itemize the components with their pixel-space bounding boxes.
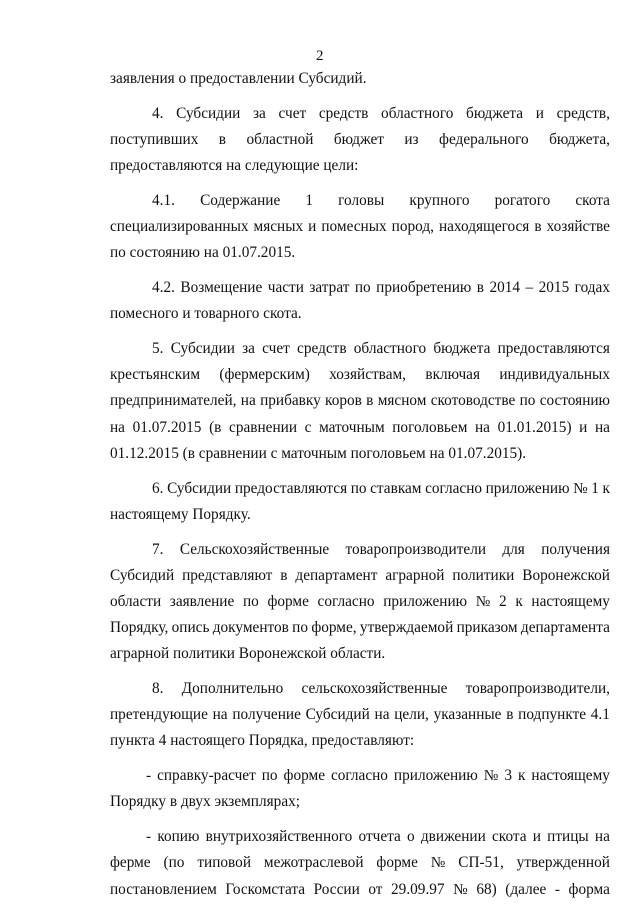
text-line [110, 188, 610, 214]
word: средств, [556, 104, 610, 122]
paragraph-gap [110, 327, 610, 336]
word: 29.09.97 [391, 880, 445, 898]
word: приложению [383, 592, 468, 610]
word: Воронежской [522, 566, 610, 584]
word: областного [353, 340, 427, 358]
word: счет [262, 340, 290, 358]
word: политики [452, 566, 515, 584]
word: отчета [358, 828, 401, 846]
word: к [517, 767, 526, 785]
text-line [110, 676, 610, 702]
word: форма [568, 880, 610, 898]
word: опись [171, 619, 210, 637]
word: областного [381, 104, 454, 122]
word: по [242, 592, 259, 610]
word: областной [246, 130, 314, 148]
paragraph-p4 [110, 101, 610, 180]
word: индивидуальных [499, 366, 610, 384]
text-line [110, 214, 610, 240]
word: области [110, 592, 162, 610]
word: о [407, 828, 415, 846]
word: 4.1 [590, 706, 610, 724]
paragraph-gap [110, 816, 610, 825]
word: форме [267, 592, 309, 610]
word: настоящему [531, 767, 610, 785]
word: департамента [520, 619, 610, 637]
document-body [110, 66, 610, 903]
word: аграрной политики Воронежской области. [110, 645, 386, 663]
text-line [110, 728, 610, 754]
word: средств [318, 104, 369, 122]
word: пункта 4 настоящего Порядка, предоставляют: [110, 732, 415, 750]
word: на [594, 828, 610, 846]
word: по [519, 392, 536, 410]
word: представляют [182, 566, 273, 584]
word: предоставляются [234, 479, 348, 497]
word: ферме [110, 854, 151, 872]
word: средств [297, 340, 347, 358]
word: скота [575, 191, 610, 209]
word: № [453, 880, 468, 898]
text-line [110, 336, 610, 362]
word: постановлением [110, 880, 217, 898]
word: мясных [253, 218, 304, 236]
word: бюджет [333, 130, 384, 148]
word: предоставляются на следующие цели: [110, 157, 359, 175]
word: приложению [393, 767, 478, 785]
word: Содержание [200, 191, 281, 209]
word: 01.01.2015) [497, 418, 572, 436]
text-line [110, 66, 610, 92]
word: № [483, 767, 499, 785]
text-line [110, 502, 610, 528]
text-line [110, 101, 610, 127]
word: на [374, 706, 390, 724]
text-line [110, 153, 610, 179]
word: настоящему [531, 592, 610, 610]
paragraph-gap [110, 467, 610, 476]
word: документов [212, 619, 289, 637]
word: № [573, 479, 588, 497]
word: 6. [152, 479, 164, 497]
text-line [110, 563, 610, 589]
word: 4.2. [152, 279, 175, 297]
word: хозяйствам, [329, 366, 406, 384]
word: № [475, 592, 491, 610]
word: состоянию [539, 392, 610, 410]
text-line [110, 476, 610, 502]
word: головы [338, 191, 385, 209]
word: (фермерским) [219, 366, 310, 384]
word: и [532, 828, 541, 846]
word: из [404, 130, 419, 148]
word: 3 [504, 767, 513, 785]
word: утвержденной [516, 854, 610, 872]
text-line [110, 641, 610, 667]
word: 01.07.2015 [132, 418, 202, 436]
word: затрат [309, 279, 350, 297]
word: бюджета, [549, 130, 610, 148]
page-number: 2 [316, 48, 324, 64]
word: на [110, 418, 125, 436]
paragraph-gap [110, 528, 610, 537]
word: справку-расчет [157, 767, 256, 785]
word: СП-51, [458, 854, 504, 872]
word: цели, [394, 706, 429, 724]
word: бюджета [433, 340, 491, 358]
word: форме [376, 854, 418, 872]
word: по [354, 279, 371, 297]
word: 4.1. [152, 191, 175, 209]
word: Субсидии [170, 340, 235, 358]
word: птицы [547, 828, 589, 846]
word: в [534, 218, 542, 236]
word: форме [283, 767, 325, 785]
word: маточным [319, 418, 385, 436]
text-line [110, 824, 610, 850]
word: аграрной [385, 566, 445, 584]
text-line [110, 589, 610, 615]
text-line [110, 763, 610, 789]
paragraph-p6 [110, 476, 610, 528]
word: и [579, 418, 588, 436]
word: поголовьем [392, 418, 468, 436]
word: крупного [409, 191, 470, 209]
word: - [146, 828, 152, 846]
word: части [267, 279, 304, 297]
word: мясном [377, 392, 427, 410]
word: в [366, 392, 374, 410]
word: коров [325, 392, 362, 410]
word: скотоводстве [430, 392, 516, 410]
word: по [261, 767, 278, 785]
word: товаропроизводители, [465, 680, 610, 698]
paragraph-p8 [110, 676, 610, 755]
word: настоящему Порядку. [110, 505, 251, 523]
word: согласно [317, 592, 375, 610]
text-line [110, 441, 610, 467]
word: Возмещение [180, 279, 263, 297]
word: внутрихозяйственного [205, 828, 353, 846]
word: скота [492, 828, 527, 846]
paragraph-gap [110, 755, 610, 764]
word: Субсидий [110, 566, 175, 584]
word: 8. [152, 680, 164, 698]
word: пород, [391, 218, 434, 236]
word: 7. [152, 540, 164, 558]
word: движении [420, 828, 486, 846]
paragraph-b2 [110, 824, 610, 903]
word: типовой [197, 854, 252, 872]
word: от [368, 880, 383, 898]
word: Субсидий [305, 706, 370, 724]
word: департамент [295, 566, 378, 584]
word: 4. [152, 104, 164, 122]
word: находящегося [438, 218, 530, 236]
word: копию [157, 828, 200, 846]
word: Сельскохозяйственные [179, 540, 330, 558]
word: межотраслевой [263, 854, 364, 872]
word: – [525, 279, 534, 297]
word: Порядку в двух экземплярах; [110, 793, 301, 811]
word: к [515, 592, 523, 610]
word: на [240, 392, 256, 410]
word: Субсидии [176, 104, 241, 122]
word: России [313, 880, 360, 898]
word: (по [163, 854, 185, 872]
word: предоставляются [497, 340, 610, 358]
word: помесных [321, 218, 387, 236]
paragraph-b1 [110, 763, 610, 815]
word: приказом [456, 619, 518, 637]
text-line [110, 415, 610, 441]
word: получения [541, 540, 610, 558]
text-line [110, 388, 610, 414]
word: поступивших [110, 130, 199, 148]
word: сравнении [229, 418, 298, 436]
word: форме, [311, 619, 357, 637]
word: (далее [505, 880, 547, 898]
paragraph-gap [110, 92, 610, 101]
word: согласно [425, 479, 483, 497]
paragraph-p5 [110, 336, 610, 467]
word: приложению [485, 479, 570, 497]
word: специализированных [110, 218, 249, 236]
word: Дополнительно [181, 680, 284, 698]
word: по [292, 619, 309, 637]
word: приобретению [376, 279, 472, 297]
word: 2014 [489, 279, 521, 297]
text-line [110, 362, 610, 388]
text-line [110, 127, 610, 153]
word: прибавку [260, 392, 321, 410]
word: федерального [439, 130, 529, 148]
word: по состоянию на 01.07.2015. [110, 244, 296, 262]
word: № [430, 854, 446, 872]
word: в [218, 130, 227, 148]
word: в [280, 566, 288, 584]
word: 01.12.2015 (в сравнении с маточным поголовьем на 01.07.2015). [110, 444, 527, 462]
paragraph-p7 [110, 537, 610, 668]
word: утверждаемой [359, 619, 454, 637]
word: указанные [433, 706, 502, 724]
paragraph-gap [110, 179, 610, 188]
word: сельскохозяйственные [301, 680, 448, 698]
text-line [110, 275, 610, 301]
word: претендующие [110, 706, 208, 724]
word: (в [209, 418, 222, 436]
word: 5. [152, 340, 164, 358]
paragraph-p41 [110, 188, 610, 267]
word: к [602, 479, 610, 497]
word: 2015 [538, 279, 570, 297]
text-line [110, 537, 610, 563]
word: 2 [499, 592, 507, 610]
text-line [110, 702, 610, 728]
paragraph-gap [110, 668, 610, 677]
word: рогатого [494, 191, 551, 209]
text-line [110, 789, 610, 815]
word: для [502, 540, 525, 558]
word: предпринимателей, [110, 392, 237, 410]
word: на [475, 418, 490, 436]
word: на [594, 418, 610, 436]
word: в [476, 279, 485, 297]
word: 1 [305, 191, 314, 209]
word: Порядку, [110, 619, 169, 637]
word: крестьянским [110, 366, 201, 384]
word: 68) [476, 880, 497, 898]
word: включая [425, 366, 480, 384]
word: с [304, 418, 312, 436]
word: хозяйстве [546, 218, 610, 236]
text-line [110, 240, 610, 266]
word: в [506, 706, 514, 724]
word: - [554, 880, 560, 898]
word: получение [232, 706, 301, 724]
word: 1 [591, 479, 599, 497]
paragraph-p0 [110, 66, 610, 92]
word: подпункте [518, 706, 587, 724]
word: годах [574, 279, 610, 297]
paragraph-gap [110, 267, 610, 276]
word: товаропроизводители [345, 540, 487, 558]
word: счет [278, 104, 307, 122]
paragraph-p42 [110, 275, 610, 327]
text-line [110, 615, 610, 641]
word: согласно [330, 767, 388, 785]
word: заявление [169, 592, 235, 610]
word: - [146, 767, 152, 785]
text-line [110, 301, 610, 327]
word: Субсидии [167, 479, 232, 497]
word: помесного и товарного скота. [110, 305, 302, 323]
word: за [242, 340, 255, 358]
word: на [212, 706, 228, 724]
word: и [535, 104, 544, 122]
word: ставкам [370, 479, 422, 497]
word: за [253, 104, 266, 122]
word: бюджета [466, 104, 524, 122]
word: заявления о предоставлении Субсидий. [110, 70, 367, 87]
text-line [110, 877, 610, 903]
word: и [308, 218, 317, 236]
text-line [110, 850, 610, 876]
word: по [350, 479, 367, 497]
word: Госкомстата [225, 880, 306, 898]
